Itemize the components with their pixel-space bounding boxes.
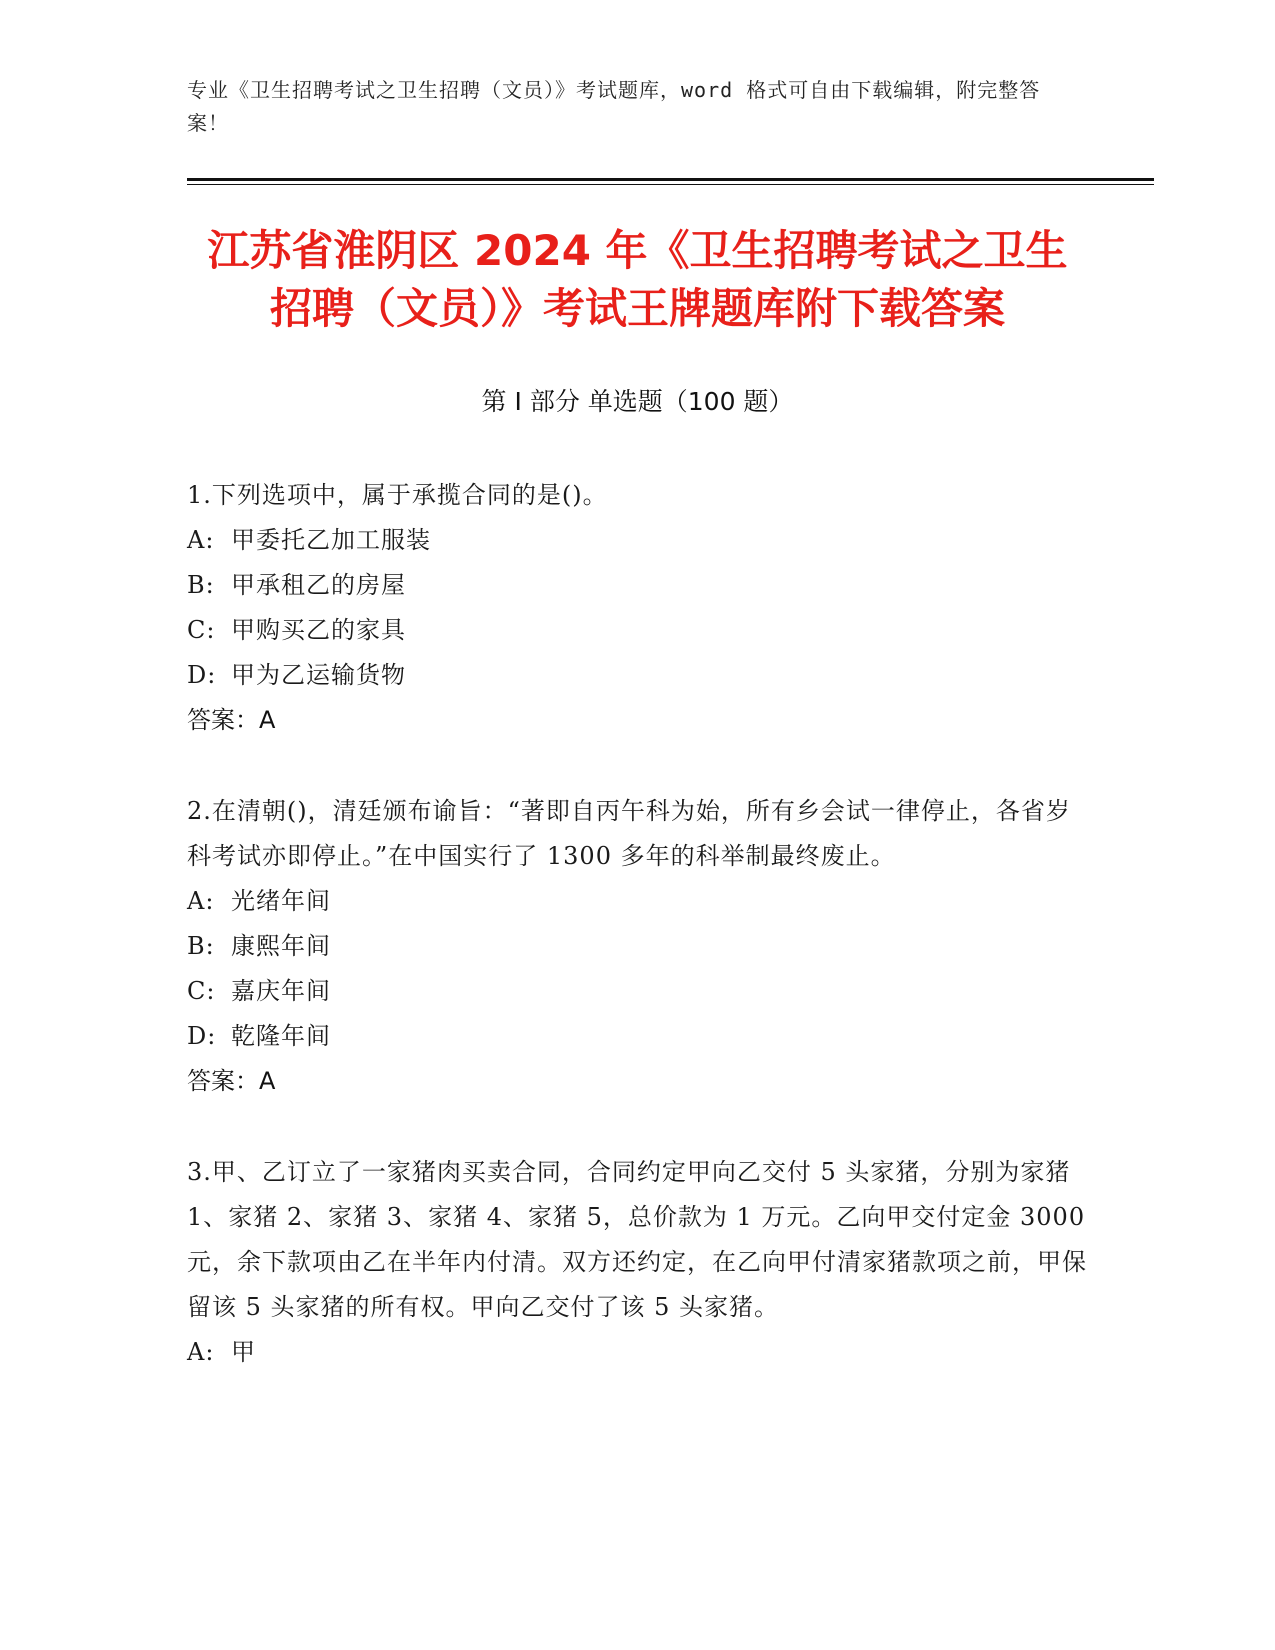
question-text: 1.下列选项中，属于承揽合同的是()。 xyxy=(187,481,608,509)
header-divider-thin xyxy=(187,184,1154,185)
question-list xyxy=(187,473,1087,1421)
option-text: 嘉庆年间 xyxy=(231,977,331,1005)
question-text: 2.在清朝()，清廷颁布谕旨：“著即自丙午科为始，所有乡会试一律停止，各省岁科考试亦即停止。”在中国实行了 1300 多年的科举制最终废止。 xyxy=(187,797,1071,870)
answer-line: 答案：A xyxy=(187,706,276,734)
option-key: D: xyxy=(187,661,217,689)
option-b xyxy=(187,563,1087,608)
question-text: 3.甲、乙订立了一家猪肉买卖合同，合同约定甲向乙交付 5 头家猪，分别为家猪 1、家猪 2、家猪 3、家猪 4、家猪 5，总价款为 1 万元。乙向甲交付定金 3000 元，余下款项由乙在半年内付清。双方还约定，在乙向甲付清家猪款项之前，甲保留该 5 头家猪的所有权。甲向乙交付了该 5 头家猪。 xyxy=(187,1158,1087,1321)
option-key: A: xyxy=(187,887,215,915)
option-d xyxy=(187,653,1087,698)
option-key: C: xyxy=(187,977,216,1005)
option-d xyxy=(187,1014,1087,1059)
option-a xyxy=(187,518,1087,563)
document-title xyxy=(150,222,1125,338)
option-key: A: xyxy=(187,526,215,554)
answer-line: 答案：A xyxy=(187,1067,276,1095)
option-key: D: xyxy=(187,1022,217,1050)
option-text: 甲为乙运输货物 xyxy=(231,661,406,689)
option-c xyxy=(187,608,1087,653)
question-2 xyxy=(187,789,1087,1104)
option-key: C: xyxy=(187,616,216,644)
question-3 xyxy=(187,1150,1087,1375)
option-key: A: xyxy=(187,1338,215,1366)
header-note: 专业《卫生招聘考试之卫生招聘（文员）》考试题库，word 格式可自由下载编辑，附完整答案！ xyxy=(187,78,1041,135)
option-text: 甲 xyxy=(231,1338,256,1366)
document-title-line-2: 招聘（文员）》考试王牌题库附下载答案 xyxy=(269,284,1005,333)
option-text: 甲购买乙的家具 xyxy=(231,616,406,644)
option-a xyxy=(187,879,1087,924)
option-c xyxy=(187,969,1087,1014)
option-text: 甲承租乙的房屋 xyxy=(231,571,406,599)
option-text: 康熙年间 xyxy=(231,932,331,960)
option-text: 乾隆年间 xyxy=(231,1022,331,1050)
option-key: B: xyxy=(187,932,215,960)
option-key: B: xyxy=(187,571,215,599)
option-a xyxy=(187,1330,1087,1375)
option-text: 光绪年间 xyxy=(231,887,331,915)
option-text: 甲委托乙加工服装 xyxy=(231,526,431,554)
question-1 xyxy=(187,473,1087,743)
header-divider-thick xyxy=(187,178,1154,181)
section-title: 第 I 部分 单选题（100 题） xyxy=(481,387,794,416)
document-title-line-1: 江苏省淮阴区 2024 年《卫生招聘考试之卫生 xyxy=(207,226,1068,275)
option-b xyxy=(187,924,1087,969)
